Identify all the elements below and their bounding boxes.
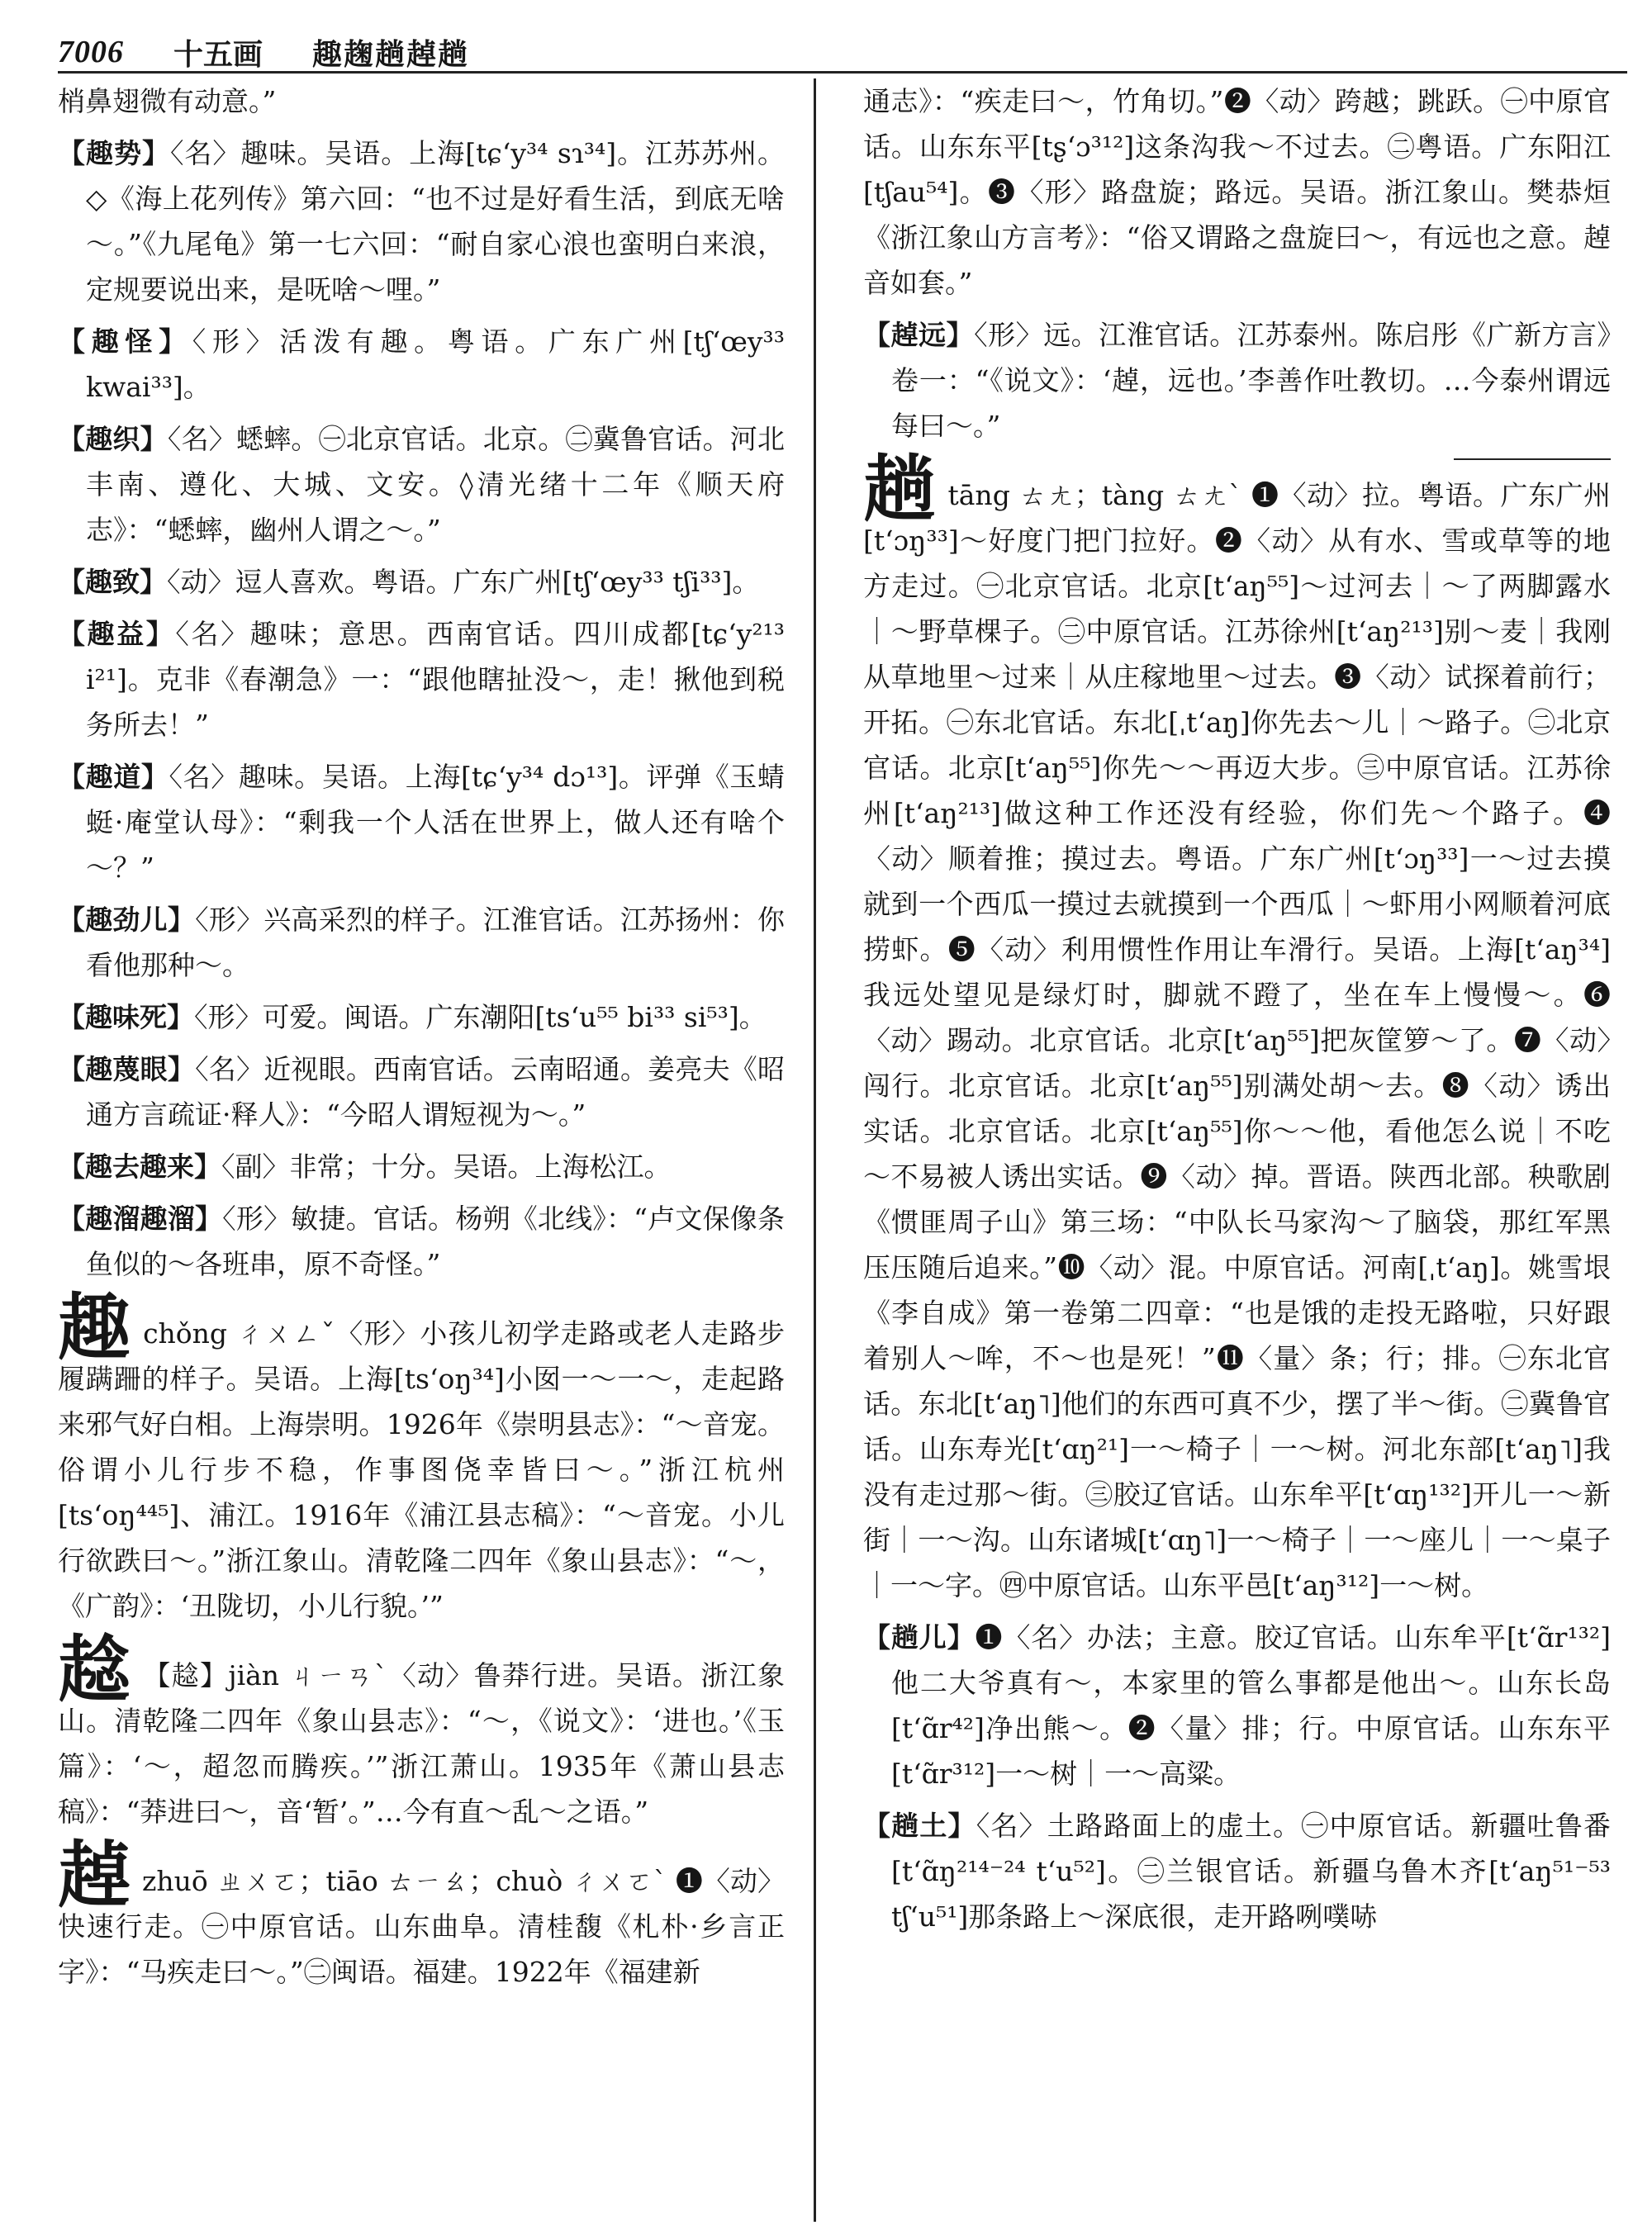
definition-text: 〈名〉蟋蟀。㊀北京官话。北京。㊁冀鲁官话。河北丰南、遵化、大城、文安。◊清光绪十二年《顺天府志》：“蟋蟀，幽州人谓之～。” [86, 423, 785, 546]
headword: 【趣去趣来】 [58, 1151, 221, 1183]
definition-text: ❶〈名〉办法；主意。胶辽官话。山东牟平[t‘ɑ̃r¹³²]他二大爷真有～，本家里的管么事都是他出～。山东长岛[t‘ɑ̃r⁴²]净出熊～。❷〈量〉排；行。中原官话。山东东平[t‘ɑ̃r³¹²]一～树｜一～高粱。 [891, 1621, 1611, 1790]
definition-text: 〈动〉逗人喜欢。粤语。广东广州[tʃ‘œy³³ tʃi³³]。 [167, 566, 760, 598]
definition-text: 〈名〉土路路面上的虚土。㊀中原官话。新疆吐鲁番[t‘ɑ̃ŋ²¹⁴⁻²⁴ t‘u⁵²]。㊁兰银官话。新疆乌鲁木齐[t‘aŋ⁵¹⁻⁵³ tʃ‘u⁵¹]那条路上～深底很，走开路咧噗哧 [891, 1810, 1611, 1933]
continued-text [863, 78, 1611, 306]
dictionary-entry [58, 897, 785, 988]
continued-text [58, 78, 785, 124]
dictionary-entry [58, 1144, 785, 1189]
definition-text: 〈形〉敏捷。官话。杨朔《北线》：“卢文保像条鱼似的～各班串，原不奇怪。” [86, 1203, 785, 1280]
definition-text: zhuō ㄓㄨㄛ；tiāo ㄊㄧㄠ；chuò ㄔㄨㄛˋ ❶〈动〉快速行走。㊀中原官话。山东曲阜。清桂馥《札朴·乡言正字》：“马疾走曰～。”㊁闽语。福建。1922年《福建新 [58, 1865, 785, 1988]
definition-text: chǒng ㄔㄨㄥˇ〈形〉小孩儿初学走路或老人走路步履蹒跚的样子。吴语。上海[ts‘oŋ³⁴]小囡一～一～，走起路来邪气好白相。上海崇明。1926年《崇明县志》：“～音宠。俗谓小儿行步不稳，作事图侥幸皆曰～。”浙江杭州[ts‘oŋ⁴⁴⁵]、浦江。1916年《浦江县志稿》：“～音宠。小儿行欲跌曰～。”浙江象山。清乾隆二四年《象山县志》：“～，《广韵》：‘丑陇切，小儿行貌。’” [58, 1317, 785, 1622]
character-entry [58, 1284, 785, 1629]
definition-text: 通志》：“疾走曰～，竹角切。”❷〈动〉跨越；跳跃。㊀中原官话。山东东平[tʂ‘ɔ³¹²]这条沟我～不过去。㊁粤语。广东阳江[tʃau⁵⁴]。❸〈形〉路盘旋；路远。吴语。浙江象山。樊恭烜《浙江象山方言考》：“俗又谓路之盘旋曰～，有远也之意。趠音如套。” [863, 85, 1611, 299]
dictionary-entry [58, 130, 785, 312]
dictionary-entry [863, 1615, 1611, 1796]
character-entry [58, 1832, 785, 1995]
headword: 【趟儿】 [863, 1621, 976, 1654]
dictionary-entry [58, 416, 785, 553]
headword: 【趣怪】 [58, 325, 192, 358]
left-column [58, 78, 785, 2223]
definition-text: 〈副〉非常；十分。吴语。上海松江。 [221, 1151, 672, 1183]
definition-text: 〈形〉可爱。闽语。广东潮阳[ts‘u⁵⁵ bi³³ si⁵³]。 [194, 1001, 767, 1033]
headword: 【趠远】 [863, 319, 975, 351]
head-character: 趣 [58, 1284, 132, 1370]
page-number: 7006 [58, 35, 124, 69]
headword: 【趣致】 [58, 566, 167, 598]
column-divider [814, 78, 816, 2222]
header-characters: 趣趜趟趠趟 [312, 36, 470, 72]
stroke-section: 十五画 [173, 36, 263, 72]
definition-text: 〈形〉兴高采烈的样子。江淮官话。江苏扬州：你看他那种～。 [86, 904, 785, 981]
dictionary-entry [58, 1196, 785, 1287]
dictionary-entry [58, 754, 785, 890]
head-character: 趟 [863, 446, 937, 532]
head-character: 趠 [58, 1832, 131, 1918]
definition-text: 〈名〉趣味；意思。西南官话。四川成都[tɕ‘y²¹³ i²¹]。克非《春潮急》一：“跟他瞎扯没～，走！揪他到税务所去！” [86, 618, 785, 741]
character-entry [863, 446, 1611, 1608]
dictionary-entry [863, 1803, 1611, 1939]
dictionary-entry [58, 559, 785, 605]
headword: 【趟土】 [863, 1810, 976, 1842]
definition-text: 【趝】jiàn ㄐㄧㄢˋ〈动〉鲁莽行进。吴语。浙江象山。清乾隆二四年《象山县志》：“～，《说文》：‘进也。’《玉篇》：‘～，超忽而腾疾。’”浙江萧山。1935年《萧山县志稿》：“莽进曰～，音‘暂’。”…今有直～乱～之语。” [58, 1659, 785, 1828]
definition-text: 〈形〉远。江淮官话。江苏泰州。陈启彤《广新方言》卷一：“《说文》：‘趠，远也。’李善作吐教切。…今泰州谓远每曰～。” [891, 319, 1611, 442]
character-entry [58, 1626, 785, 1834]
right-column [863, 78, 1611, 2223]
definition-text: 梢鼻翅微有动意。” [58, 85, 277, 117]
headword: 【趣织】 [58, 423, 168, 455]
definition-text: 〈名〉趣味。吴语。上海[tɕ‘y³⁴ sɿ³⁴]。江苏苏州。◇《海上花列传》第六回：“也不过是好看生活，到底无啥～。”《九尾龟》第一七六回：“耐自家心浪也蛮明白来浪，定规要说出来，是呒啥～哩。” [86, 137, 785, 306]
header-rule [58, 71, 1627, 74]
definition-text: 〈名〉近视眼。西南官话。云南昭通。姜亮夫《昭通方言疏证·释人》：“今昭人谓短视为～。” [86, 1053, 785, 1131]
dictionary-entry [58, 994, 785, 1040]
definition-text: 〈形〉活泼有趣。粤语。广东广州[tʃ‘œy³³ kwai³³]。 [86, 325, 785, 403]
dictionary-entry [58, 1046, 785, 1137]
headword: 【趣溜趣溜】 [58, 1203, 223, 1235]
headword: 【趣益】 [58, 618, 176, 650]
headword: 【趣劲儿】 [58, 904, 196, 936]
headword: 【趣道】 [58, 761, 169, 793]
definition-text: tāng ㄊㄤ；tàng ㄊㄤˋ ❶〈动〉拉。粤语。广东广州[t‘ɔŋ³³]～好度门把门拉好。❷〈动〉从有水、雪或草等的地方走过。㊀北京官话。北京[t‘aŋ⁵⁵]～过河去｜～了两脚露水｜～野草棵子。㊁中原官话。江苏徐州[t‘aŋ²¹³]别～麦｜我刚从草地里～过来｜从庄稼地里～过去。❸〈动〉试探着前行；开拓。㊀东北官话。东北[ˌt‘aŋ]你先去～儿｜～路子。㊁北京官话。北京[t‘aŋ⁵⁵]你先～～再迈大步。㊂中原官话。江苏徐州[t‘aŋ²¹³]做这种工作还没有经验，你们先～个路子。❹〈动〉顺着推；摸过去。粤语。广东广州[t‘ɔŋ³³]一～过去摸就到一个西瓜一摸过去就摸到一个西瓜｜～虾用小网顺着河底捞虾。❺〈动〉利用惯性作用让车滑行。吴语。上海[t‘aŋ³⁴]我远处望见是绿灯时，脚就不蹬了，坐在车上慢慢～。❻〈动〉踢动。北京官话。北京[t‘aŋ⁵⁵]把灰筐箩～了。❼〈动〉闯行。北京官话。北京[t‘aŋ⁵⁵]别满处胡～去。❽〈动〉诱出实话。北京官话。北京[t‘aŋ⁵⁵]你～～他，看他怎么说｜不吃～不易被人诱出实话。❾〈动〉掉。晋语。陕西北部。秧歌剧《惯匪周子山》第三场：“中队长马家沟～了脑袋，那红军黑压压随后追来。”❿〈动〉混。中原官话。河南[ˌt‘aŋ]。姚雪垠《李自成》第一卷第二四章：“也是饿的走投无路啦，只好跟着别人～哞，不～也是死！”⓫〈量〉条；行；排。㊀东北官话。东北[t‘aŋ˥]他们的东西可真不少，摆了半～街。㊁冀鲁官话。山东寿光[t‘ɑŋ²¹]一～椅子｜一～树。河北东部[t‘aŋ˥]我没有走过那～街。㊂胶辽官话。山东牟平[t‘ɑŋ¹³²]开儿一～新街｜一～沟。山东诸城[t‘ɑŋ˥]一～椅子｜一～座儿｜一～桌子｜一～字。㊃中原官话。山东平邑[t‘aŋ³¹²]一～树。 [863, 479, 1611, 1601]
head-character: 趝 [58, 1626, 132, 1712]
dictionary-entry [58, 611, 785, 747]
dictionary-entry [863, 312, 1611, 448]
headword: 【趣势】 [58, 137, 170, 169]
headword: 【趣蔑眼】 [58, 1053, 196, 1085]
definition-text: 〈名〉趣味。吴语。上海[tɕ‘y³⁴ dɔ¹³]。评弹《玉蜻蜓·庵堂认母》：“剩我一个人活在世界上，做人还有啥个～？” [86, 761, 785, 884]
headword: 【趣味死】 [58, 1001, 194, 1033]
dictionary-entry [58, 319, 785, 410]
